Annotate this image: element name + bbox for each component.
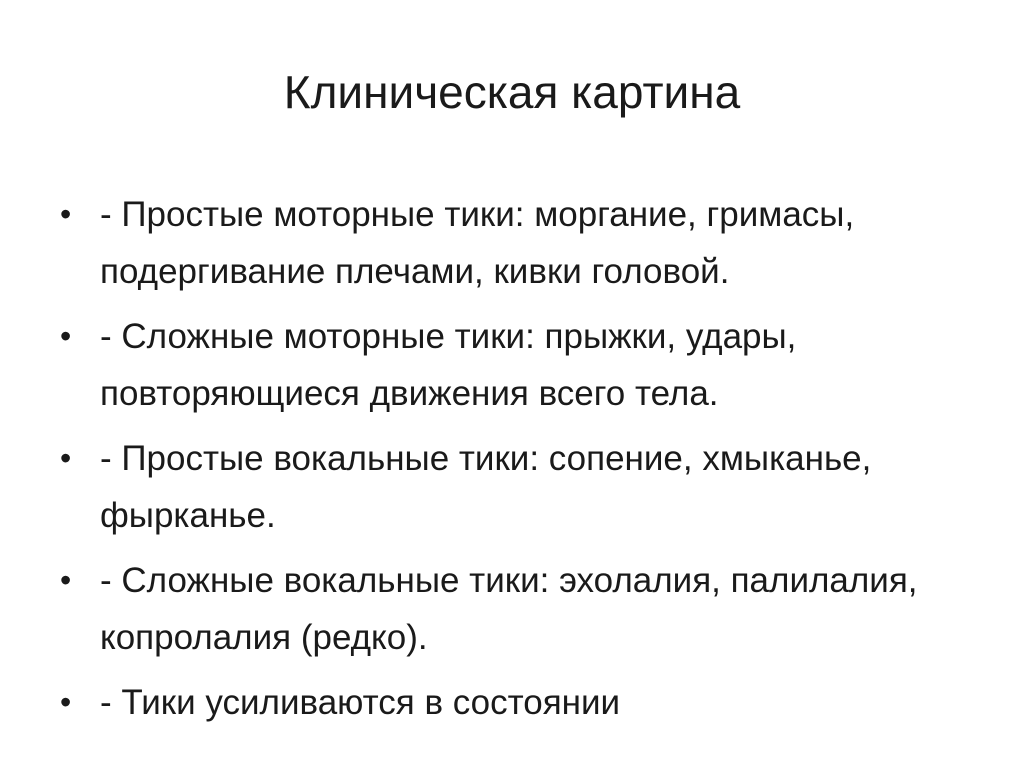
bullet-list [60, 186, 980, 739]
bullet-item-1 [60, 186, 980, 300]
bullet-text: - Сложные вокальные тики: эхолалия, палилалия, копролалия (редко). [100, 561, 918, 657]
bullet-icon: • [60, 562, 72, 598]
bullet-item-2 [60, 308, 980, 422]
bullet-icon: • [60, 684, 72, 720]
bullet-item-5 [60, 674, 980, 731]
slide-title: Клиническая картина [283, 66, 741, 118]
bullet-item-4 [60, 552, 980, 666]
bullet-text: - Простые моторные тики: моргание, гримасы, подергивание плечами, кивки головой. [100, 195, 855, 291]
bullet-text: - Сложные моторные тики: прыжки, удары, повторяющиеся движения всего тела. [100, 317, 797, 413]
bullet-item-3 [60, 430, 980, 544]
bullet-text: - Тики усиливаются в состоянии [100, 683, 621, 722]
bullet-icon: • [60, 440, 72, 476]
bullet-text: - Простые вокальные тики: сопение, хмыканье, фырканье. [100, 439, 872, 535]
bullet-icon: • [60, 196, 72, 232]
bullet-icon: • [60, 318, 72, 354]
